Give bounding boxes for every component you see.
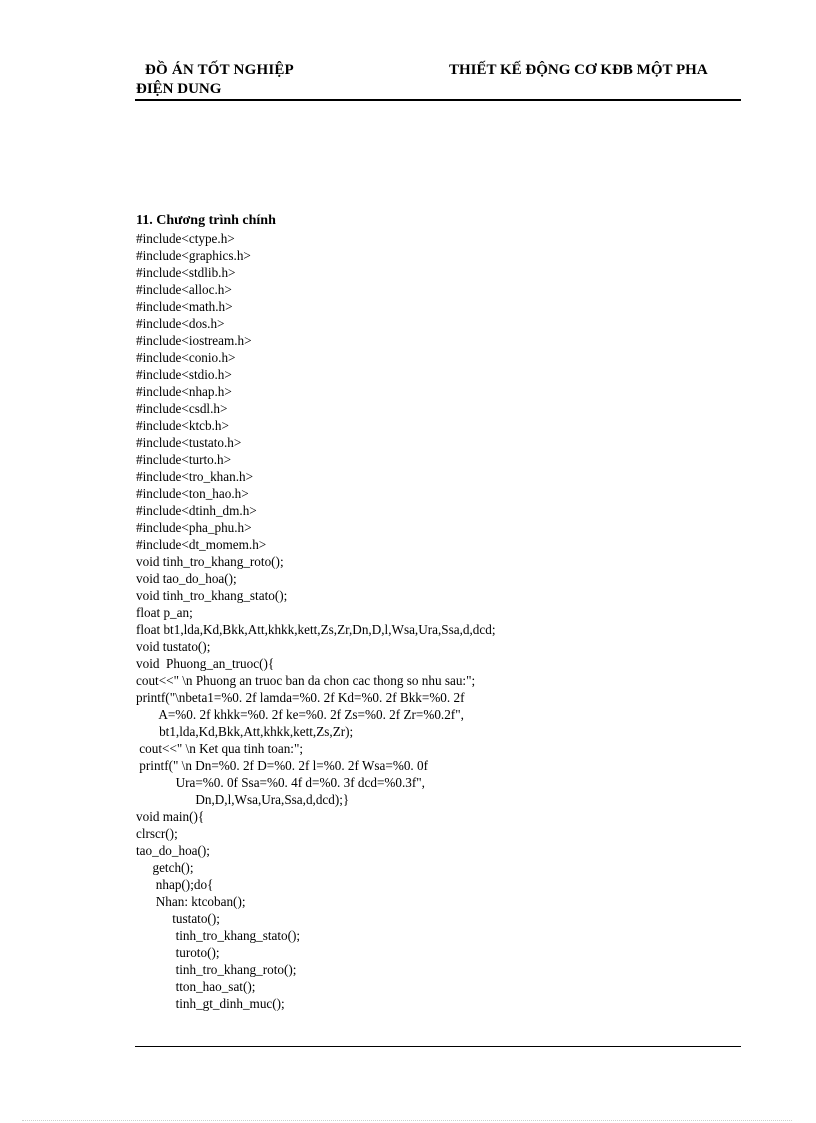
code-line: #include<nhap.h> [136,384,232,399]
code-line: printf("\nbeta1=%0. 2f lamda=%0. 2f Kd=%0. 2f Bkk=%0. 2f [136,690,465,705]
code-line: void Phuong_an_truoc(){ [136,656,275,671]
footer-divider [135,1046,741,1047]
code-line: #include<dtinh_dm.h> [136,503,257,518]
code-line: tton_hao_sat(); [136,979,256,994]
code-line: #include<alloc.h> [136,282,232,297]
code-line: printf(" \n Dn=%0. 2f D=%0. 2f l=%0. 2f Wsa=%0. 0f [136,758,428,773]
code-line: void tustato(); [136,639,211,654]
code-line: #include<conio.h> [136,350,236,365]
code-line: #include<dt_momem.h> [136,537,267,552]
code-line: #include<stdlib.h> [136,265,236,280]
code-line: Ura=%0. 0f Ssa=%0. 4f d=%0. 3f dcd=%0.3f", [136,775,425,790]
code-line: #include<csdl.h> [136,401,228,416]
page-edge-dots [22,1120,792,1121]
code-line: float bt1,lda,Kd,Bkk,Att,khkk,kett,Zs,Zr,Dn,D,l,Wsa,Ura,Ssa,d,dcd; [136,622,496,637]
code-line: tao_do_hoa(); [136,843,210,858]
header-left-subtitle: ĐIỆN DUNG [136,81,222,97]
code-line: #include<tro_khan.h> [136,469,254,484]
code-line: cout<<" \n Phuong an truoc ban da chon cac thong so nhu sau:"; [136,673,476,688]
code-line: tustato(); [136,911,220,926]
code-line: turoto(); [136,945,220,960]
code-line: #include<tustato.h> [136,435,242,450]
code-line: #include<stdio.h> [136,367,232,382]
code-line: cout<<" \n Ket qua tinh toan:"; [136,741,304,756]
code-listing [136,230,496,1012]
code-line: #include<turto.h> [136,452,232,467]
code-line: #include<pha_phu.h> [136,520,252,535]
section-title: 11. Chương trình chính [136,213,276,228]
header-right-title: THIẾT KẾ ĐỘNG CƠ KĐB MỘT PHA [449,62,708,78]
code-line: Dn,D,l,Wsa,Ura,Ssa,d,dcd);} [136,792,350,807]
code-line: tinh_tro_khang_roto(); [136,962,297,977]
code-line: Nhan: ktcoban(); [136,894,246,909]
header-divider [135,99,741,101]
code-line: tinh_gt_dinh_muc(); [136,996,285,1011]
code-line: tinh_tro_khang_stato(); [136,928,301,943]
code-line: #include<dos.h> [136,316,225,331]
code-line: A=%0. 2f khkk=%0. 2f ke=%0. 2f Zs=%0. 2f Zr=%0.2f", [136,707,464,722]
code-line: #include<ktcb.h> [136,418,229,433]
code-line: void tao_do_hoa(); [136,571,237,586]
code-line: void tinh_tro_khang_stato(); [136,588,288,603]
code-line: clrscr(); [136,826,178,841]
code-line: #include<iostream.h> [136,333,252,348]
code-line: getch(); [136,860,194,875]
code-line: #include<ctype.h> [136,231,235,246]
code-line: #include<graphics.h> [136,248,251,263]
code-line: bt1,lda,Kd,Bkk,Att,khkk,kett,Zs,Zr); [136,724,354,739]
code-line: nhap();do{ [136,877,214,892]
code-line: void main(){ [136,809,205,824]
code-line: #include<ton_hao.h> [136,486,249,501]
code-line: #include<math.h> [136,299,233,314]
header-left-title: ĐỒ ÁN TỐT NGHIỆP [145,62,294,78]
code-line: void tinh_tro_khang_roto(); [136,554,284,569]
code-line: float p_an; [136,605,193,620]
